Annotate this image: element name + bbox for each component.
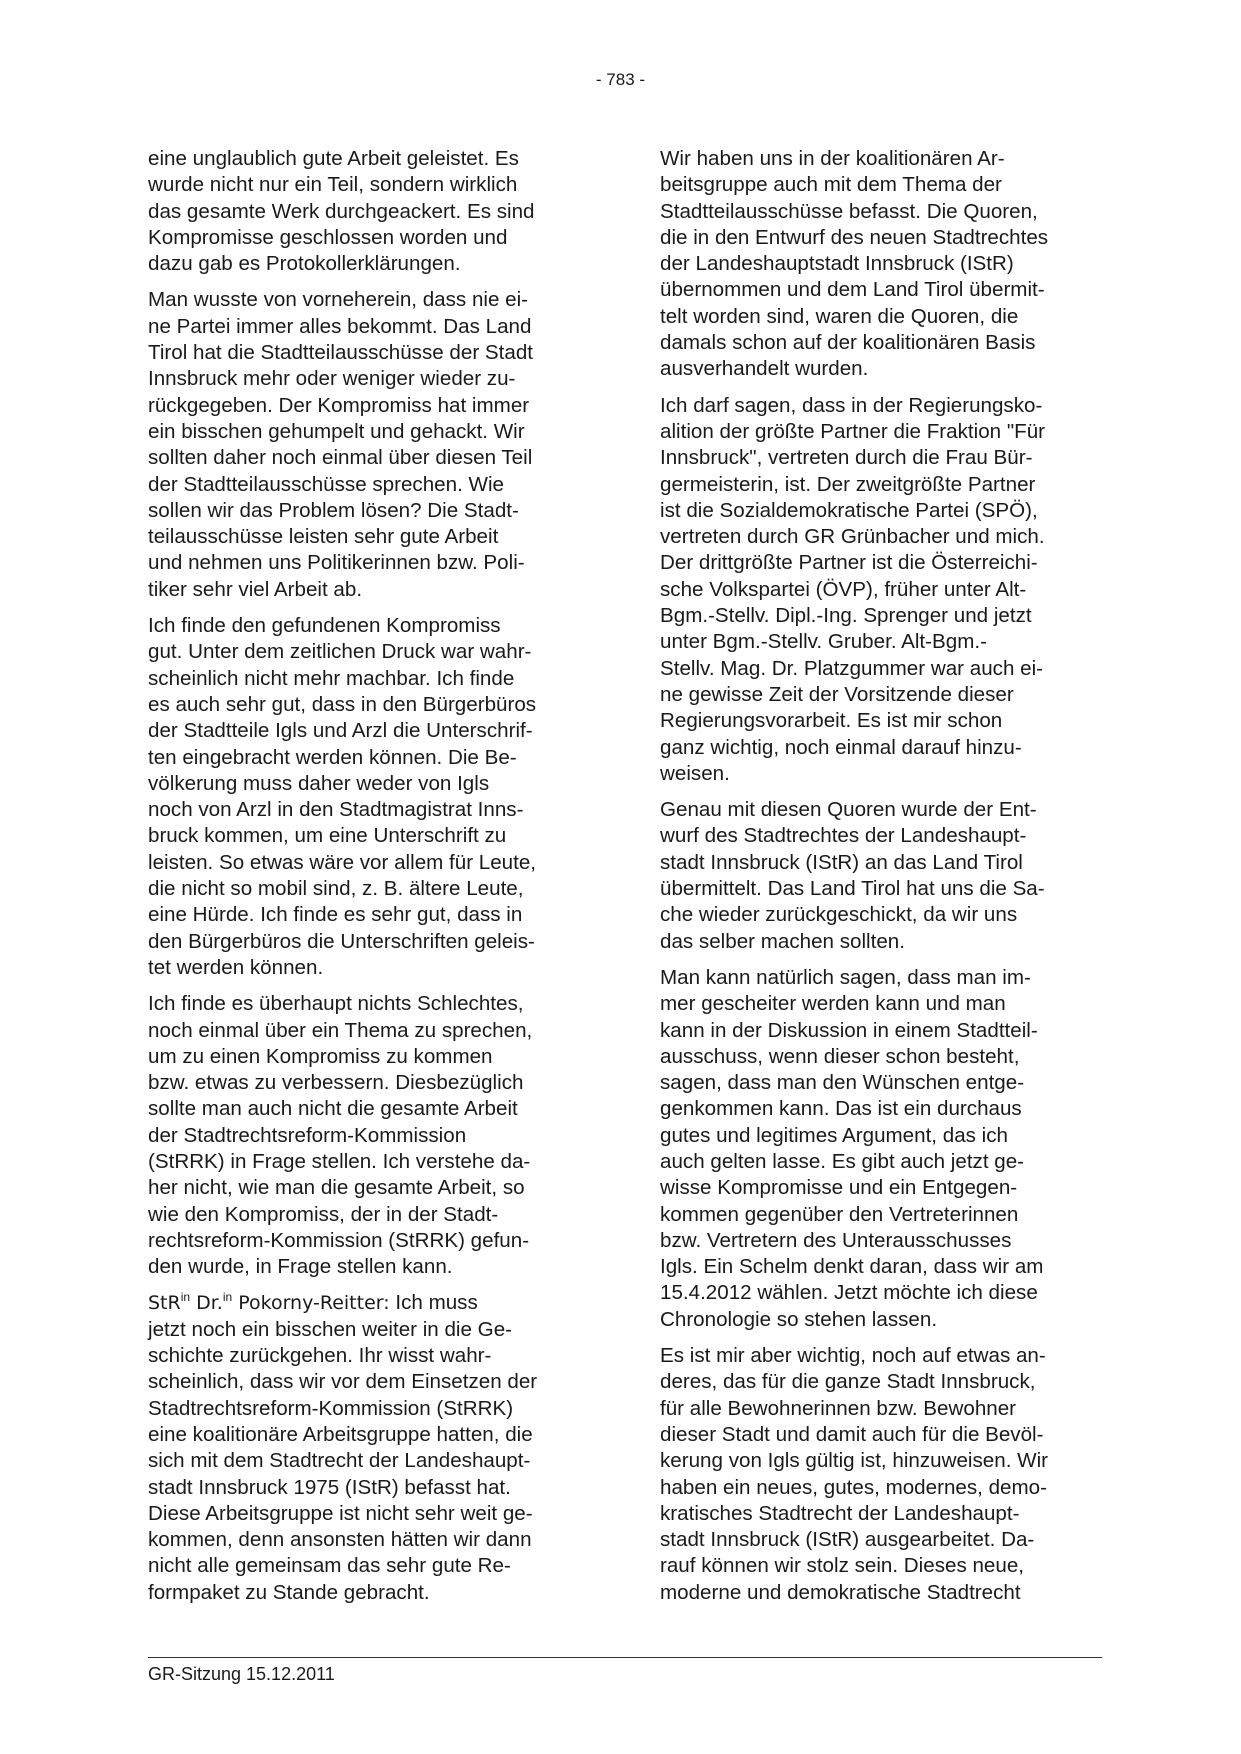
text-line: dieser Stadt und damit auch für die Bevöl- — [660, 1422, 1044, 1446]
text-line: ten eingebracht werden können. Die Be- — [148, 745, 517, 769]
page-number: - 783 - — [595, 70, 646, 89]
text-line: die in den Entwurf des neuen Stadtrechtes — [660, 225, 1049, 249]
text-line: der Stadtrechtsreform-Kommission — [148, 1123, 467, 1147]
text-line: stadt Innsbruck 1975 (IStR) befasst hat. — [148, 1475, 511, 1499]
speaker-title-2-suffix: in — [222, 1290, 233, 1305]
text-line: Kompromisse geschlossen worden und — [148, 225, 508, 249]
text-line: ein bisschen gehumpelt und gehackt. Wir — [148, 419, 525, 443]
text-line: der Stadtteile Igls und Arzl die Unterschrif- — [148, 719, 533, 743]
text-line: bruck kommen, um eine Unterschrift zu — [148, 824, 507, 848]
text-line: den wurde, in Frage stellen kann. — [148, 1255, 453, 1279]
text-line: Regierungsvorarbeit. Es ist mir schon — [660, 709, 1003, 733]
paragraph-right-1 — [660, 146, 1098, 383]
speaker-title-1: StR — [148, 1292, 181, 1315]
text-line: haben ein neues, gutes, modernes, demo- — [660, 1475, 1047, 1499]
text-line: bzw. etwas zu verbessern. Diesbezüglich — [148, 1071, 524, 1095]
paragraph-left-2 — [148, 287, 586, 603]
text-line: kerung von Igls gültig ist, hinzuweisen. Wir — [660, 1449, 1049, 1473]
text-line: rauf können wir stolz sein. Dieses neue, — [660, 1554, 1025, 1578]
text-line: ne Partei immer alles bekommt. Das Land — [148, 314, 532, 338]
text-line: mer gescheiter werden kann und man — [660, 992, 1006, 1016]
text-line: sollen wir das Problem lösen? Die Stadt- — [148, 498, 519, 522]
text-line: Innsbruck", vertreten durch die Frau Bür- — [660, 446, 1033, 470]
text-line: gutes und legitimes Argument, das ich — [660, 1123, 1009, 1147]
speaker-paragraph — [148, 1290, 586, 1606]
text-line: der Landeshauptstadt Innsbruck (IStR) — [660, 252, 1014, 276]
text-line: übermittelt. Das Land Tirol hat uns die Sa- — [660, 877, 1045, 901]
text-line: Es ist mir aber wichtig, noch auf etwas an- — [660, 1344, 1046, 1368]
text-line: scheinlich nicht mehr machbar. Ich finde — [148, 666, 515, 690]
footer-session-label: GR-Sitzung 15.12.2011 — [148, 1664, 335, 1684]
text-line: es auch sehr gut, dass in den Bürgerbüros — [148, 692, 537, 716]
text-line: und nehmen uns Politikerinnen bzw. Poli- — [148, 551, 525, 575]
text-line: sagen, dass man den Wünschen entge- — [660, 1071, 1025, 1095]
text-line: das selber machen sollten. — [660, 929, 905, 953]
text-line: Ich finde den gefundenen Kompromiss — [148, 614, 501, 638]
text-line: wurf des Stadtrechtes der Landeshaupt- — [660, 824, 1027, 848]
text-line: alition der größte Partner die Fraktion "Für — [660, 419, 1046, 443]
right-column — [660, 146, 1098, 1616]
text-line: Innsbruck mehr oder weniger wieder zu- — [148, 367, 516, 391]
text-line: Igls. Ein Schelm denkt daran, dass wir am — [660, 1255, 1044, 1279]
text-line: rückgegeben. Der Kompromiss hat immer — [148, 393, 530, 417]
paragraph-right-4 — [660, 965, 1098, 1333]
text-line: das gesamte Werk durchgeackert. Es sind — [148, 199, 535, 223]
text-line: damals schon auf der koalitionären Basis — [660, 331, 1036, 355]
text-line: leisten. So etwas wäre vor allem für Leute, — [148, 850, 537, 874]
footer-divider — [148, 1657, 1102, 1658]
left-column — [148, 146, 586, 1616]
text-line: ist die Sozialdemokratische Partei (SPÖ), — [660, 498, 1038, 522]
paragraph-right-5 — [660, 1343, 1098, 1606]
text-line: dazu gab es Protokollerklärungen. — [148, 252, 461, 276]
text-line: stadt Innsbruck (IStR) ausgearbeitet. Da- — [660, 1528, 1035, 1552]
text-line: sich mit dem Stadtrecht der Landeshaupt- — [148, 1449, 531, 1473]
text-line: ausverhandelt wurden. — [660, 357, 869, 381]
text-line: 15.4.2012 wählen. Jetzt möchte ich diese — [660, 1281, 1038, 1305]
text-line: jetzt noch ein bisschen weiter in die Ge- — [148, 1317, 513, 1341]
text-line: Tirol hat die Stadtteilausschüsse der Stadt — [148, 341, 534, 365]
text-line: formpaket zu Stande gebracht. — [148, 1580, 430, 1604]
paragraph-right-3 — [660, 797, 1098, 955]
paragraph-left-4 — [148, 991, 586, 1280]
text-line: beitsgruppe auch mit dem Thema der — [660, 173, 1002, 197]
text-line: sche Volkspartei (ÖVP), früher unter Alt- — [660, 577, 1027, 601]
text-line: die nicht so mobil sind, z. B. ältere Leute, — [148, 877, 524, 901]
text-line: (StRRK) in Frage stellen. Ich verstehe da- — [148, 1149, 531, 1173]
text-line: der Stadtteilausschüsse sprechen. Wie — [148, 472, 504, 496]
text-line: weisen. — [660, 761, 730, 785]
text-line: teilausschüsse leisten sehr gute Arbeit — [148, 525, 499, 549]
text-line: Man kann natürlich sagen, dass man im- — [660, 965, 1031, 989]
text-line: Stadtteilausschüsse befasst. Die Quoren, — [660, 199, 1038, 223]
text-line: noch von Arzl in den Stadtmagistrat Inns- — [148, 798, 524, 822]
text-line: sollten daher noch einmal über diesen Teil — [148, 446, 533, 470]
speaker-title-2: Dr. — [190, 1292, 223, 1315]
text-line: germeisterin, ist. Der zweitgrößte Partner — [660, 472, 1036, 496]
text-line: Genau mit diesen Quoren wurde der Ent- — [660, 798, 1037, 822]
text-line: Ich finde es überhaupt nichts Schlechtes, — [148, 992, 524, 1016]
text-line: den Bürgerbüros die Unterschriften geleis- — [148, 929, 535, 953]
text-line: tet werden können. — [148, 955, 324, 979]
text-line: Stellv. Mag. Dr. Platzgummer war auch ei- — [660, 656, 1044, 680]
text-line: deres, das für die ganze Stadt Innsbruck, — [660, 1370, 1036, 1394]
text-line: scheinlich, dass wir vor dem Einsetzen der — [148, 1370, 538, 1394]
text-line: stadt Innsbruck (IStR) an das Land Tirol — [660, 850, 1023, 874]
text-line: schichte zurückgehen. Ihr wisst wahr- — [148, 1344, 492, 1368]
text-line: Der drittgrößte Partner ist die Österreichi- — [660, 551, 1038, 575]
text-line: um zu einen Kompromiss zu kommen — [148, 1044, 493, 1068]
paragraph-left-3 — [148, 613, 586, 981]
speaker-title-1-suffix: in — [180, 1290, 191, 1305]
text-line: ganz wichtig, noch einmal darauf hinzu- — [660, 735, 1022, 759]
text-line: Stadtrechtsreform-Kommission (StRRK) — [148, 1396, 514, 1420]
paragraph-right-2 — [660, 393, 1098, 787]
text-line: ausschuss, wenn dieser schon besteht, — [660, 1044, 1020, 1068]
text-line: Man wusste von vorneherein, dass nie ei- — [148, 288, 529, 312]
text-line: für alle Bewohnerinnen bzw. Bewohner — [660, 1396, 1017, 1420]
text-line: genkommen kann. Das ist ein durchaus — [660, 1097, 1022, 1121]
text-line: wie den Kompromiss, der in der Stadt- — [148, 1202, 499, 1226]
text-line: kommen gegenüber den Vertreterinnen — [660, 1202, 1019, 1226]
text-line: moderne und demokratische Stadtrecht — [660, 1580, 1021, 1604]
text-line: eine unglaublich gute Arbeit geleistet. Es — [148, 147, 519, 170]
text-line: übernommen und dem Land Tirol übermit- — [660, 278, 1045, 302]
text-line: völkerung muss daher weder von Igls — [148, 771, 490, 795]
text-line: unter Bgm.-Stellv. Gruber. Alt-Bgm.- — [660, 630, 987, 654]
paragraph-left-1 — [148, 146, 586, 277]
text-line: wisse Kompromisse und ein Entgegen- — [660, 1176, 1018, 1200]
text-line: kratisches Stadtrecht der Landeshaupt- — [660, 1501, 1020, 1525]
text-line: telt worden sind, waren die Quoren, die — [660, 304, 1019, 328]
text-line: noch einmal über ein Thema zu sprechen, — [148, 1018, 533, 1042]
speaker-name: Pokorny-Reitter: — [232, 1292, 390, 1315]
text-line: Diese Arbeitsgruppe ist nicht sehr weit ge- — [148, 1501, 533, 1525]
text-line: gut. Unter dem zeitlichen Druck war wahr- — [148, 640, 532, 664]
text-line: tiker sehr viel Arbeit ab. — [148, 577, 363, 601]
text-line: vertreten durch GR Grünbacher und mich. — [660, 525, 1045, 549]
text-line: che wieder zurückgeschickt, da wir uns — [660, 903, 1018, 927]
text-line: wurde nicht nur ein Teil, sondern wirklich — [148, 173, 518, 197]
text-line: Ich darf sagen, dass in der Regierungsko- — [660, 393, 1043, 417]
text-line: auch gelten lasse. Es gibt auch jetzt ge- — [660, 1149, 1025, 1173]
text-line: kann in der Diskussion in einem Stadtteil- — [660, 1018, 1038, 1042]
text-line: rechtsreform-Kommission (StRRK) gefun- — [148, 1228, 530, 1252]
speaker-first-line-text: Ich muss — [389, 1291, 478, 1315]
text-line: Chronologie so stehen lassen. — [660, 1307, 938, 1331]
speaker-first-line — [148, 1290, 586, 1316]
text-line: Bgm.-Stellv. Dipl.-Ing. Sprenger und jetzt — [660, 604, 1032, 628]
text-line: her nicht, wie man die gesamte Arbeit, so — [148, 1176, 525, 1200]
text-line: sollte man auch nicht die gesamte Arbeit — [148, 1097, 518, 1121]
text-line: bzw. Vertretern des Unterausschusses — [660, 1228, 1012, 1252]
text-line: eine Hürde. Ich finde es sehr gut, dass in — [148, 903, 523, 927]
text-line: nicht alle gemeinsam das sehr gute Re- — [148, 1554, 511, 1578]
text-line: kommen, denn ansonsten hätten wir dann — [148, 1528, 532, 1552]
text-line: eine koalitionäre Arbeitsgruppe hatten, die — [148, 1422, 533, 1446]
text-line: Wir haben uns in der koalitionären Ar- — [660, 147, 1005, 170]
text-line: ne gewisse Zeit der Vorsitzende dieser — [660, 682, 1014, 706]
